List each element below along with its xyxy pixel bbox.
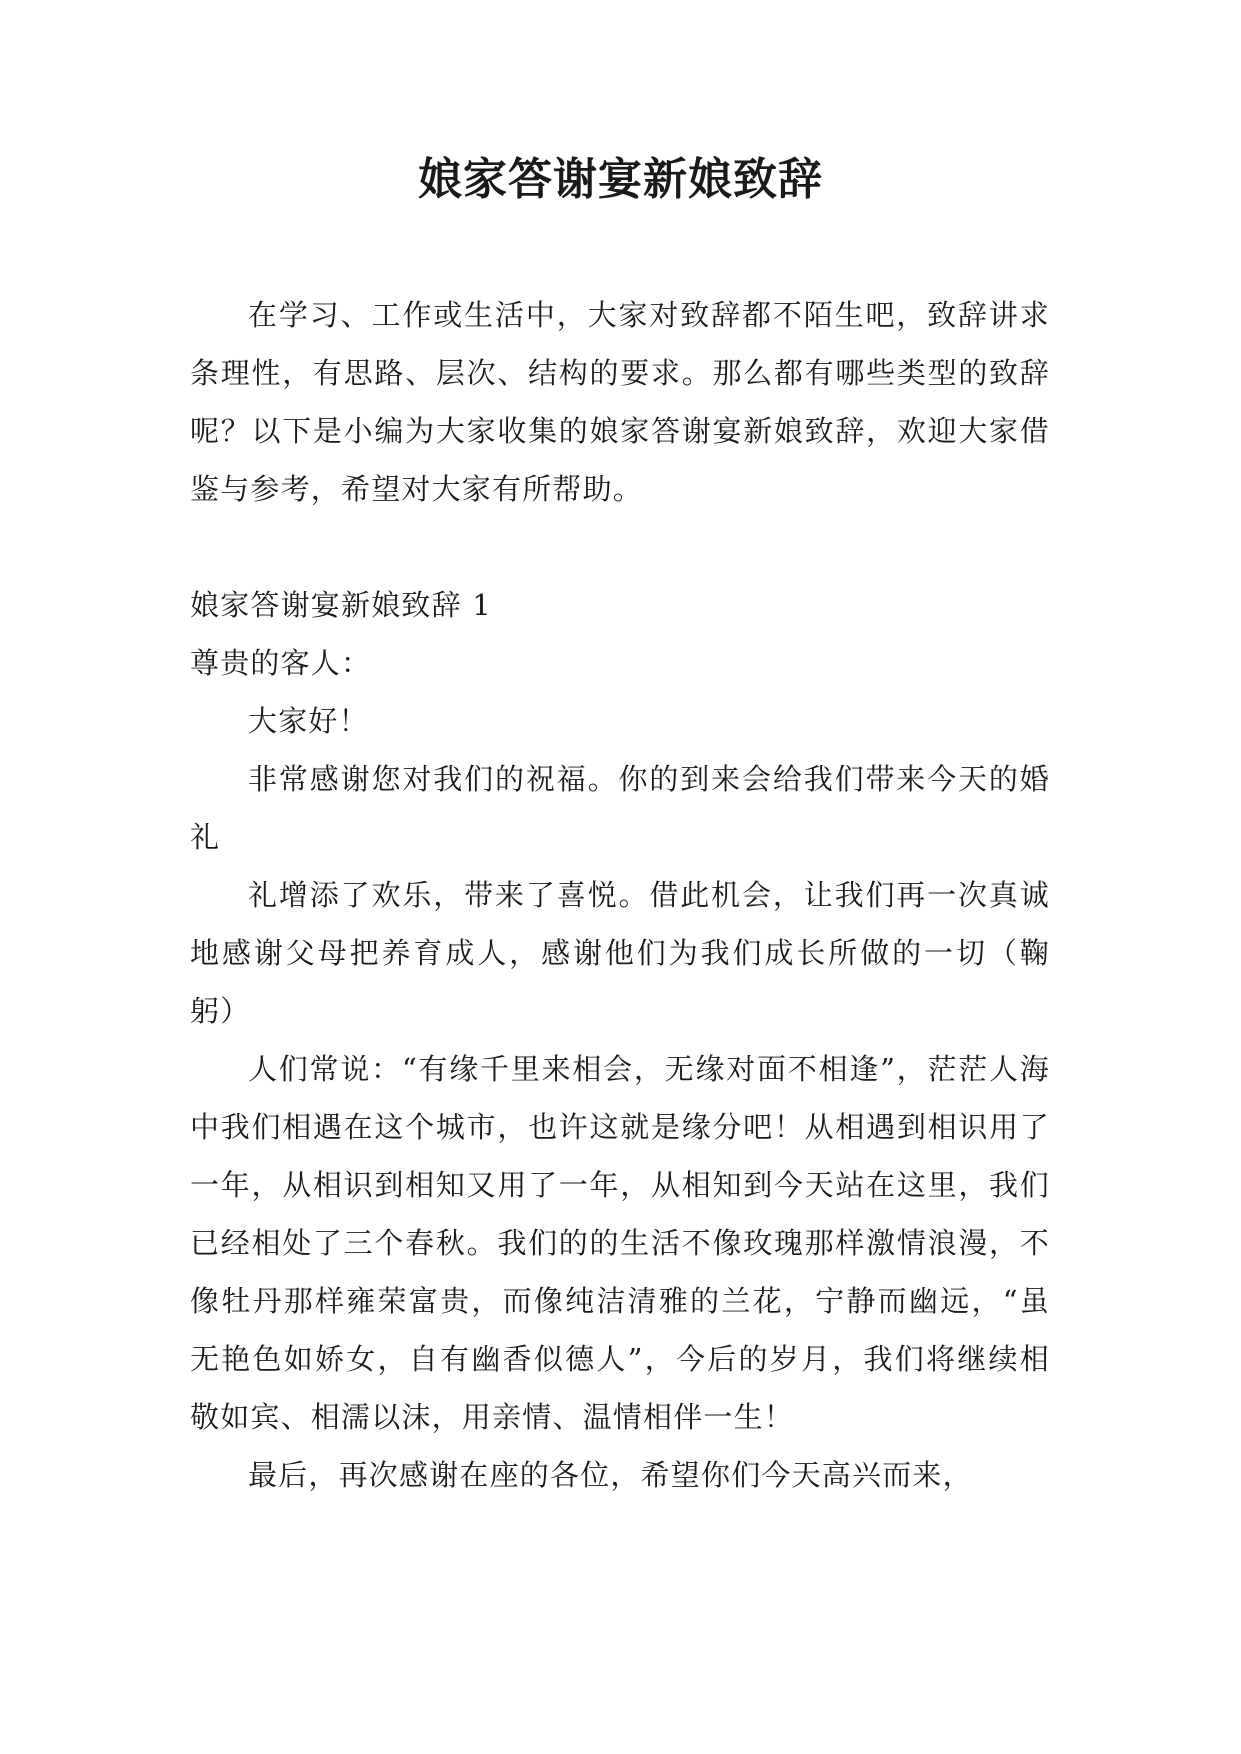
document-title: 娘家答谢宴新娘致辞 bbox=[418, 154, 823, 205]
greeting: 大家好！ bbox=[248, 704, 369, 738]
paragraph-parents: 礼增添了欢乐，带来了喜悦。借此机会，让我们再一次真诚地感谢父母把养育成人，感谢他们为我们成长所做的一切（鞠躬） bbox=[190, 878, 1050, 1028]
salutation: 尊贵的客人： bbox=[190, 646, 372, 680]
paragraph-closing: 最后，再次感谢在座的各位，希望你们今天高兴而来， bbox=[248, 1458, 973, 1492]
document-body bbox=[190, 286, 1050, 1504]
intro-paragraph: 在学习、工作或生活中，大家对致辞都不陌生吧，致辞讲求条理性，有思路、层次、结构的要求。那么都有哪些类型的致辞呢？以下是小编为大家收集的娘家答谢宴新娘致辞，欢迎大家借鉴与参考，希望对大家有所帮助。 bbox=[190, 298, 1050, 506]
paragraph-story: 人们常说：“有缘千里来相会，无缘对面不相逢”，茫茫人海中我们相遇在这个城市，也许这就是缘分吧！从相遇到相识用了一年，从相识到相知又用了一年，从相知到今天站在这里，我们已经相处了三个春秋。我们的的生活不像玫瑰那样激情浪漫，不像牡丹那样雍荣富贵，而像纯洁清雅的兰花，宁静而幽远，“虽无艳色如娇女，自有幽香似德人”，今后的岁月，我们将继续相敬如宾、相濡以沫，用亲情、温情相伴一生！ bbox=[190, 1052, 1050, 1434]
paragraph-thanks: 非常感谢您对我们的祝福。你的到来会给我们带来今天的婚礼 bbox=[190, 762, 1050, 854]
section-heading: 娘家答谢宴新娘致辞 1 bbox=[190, 588, 492, 622]
